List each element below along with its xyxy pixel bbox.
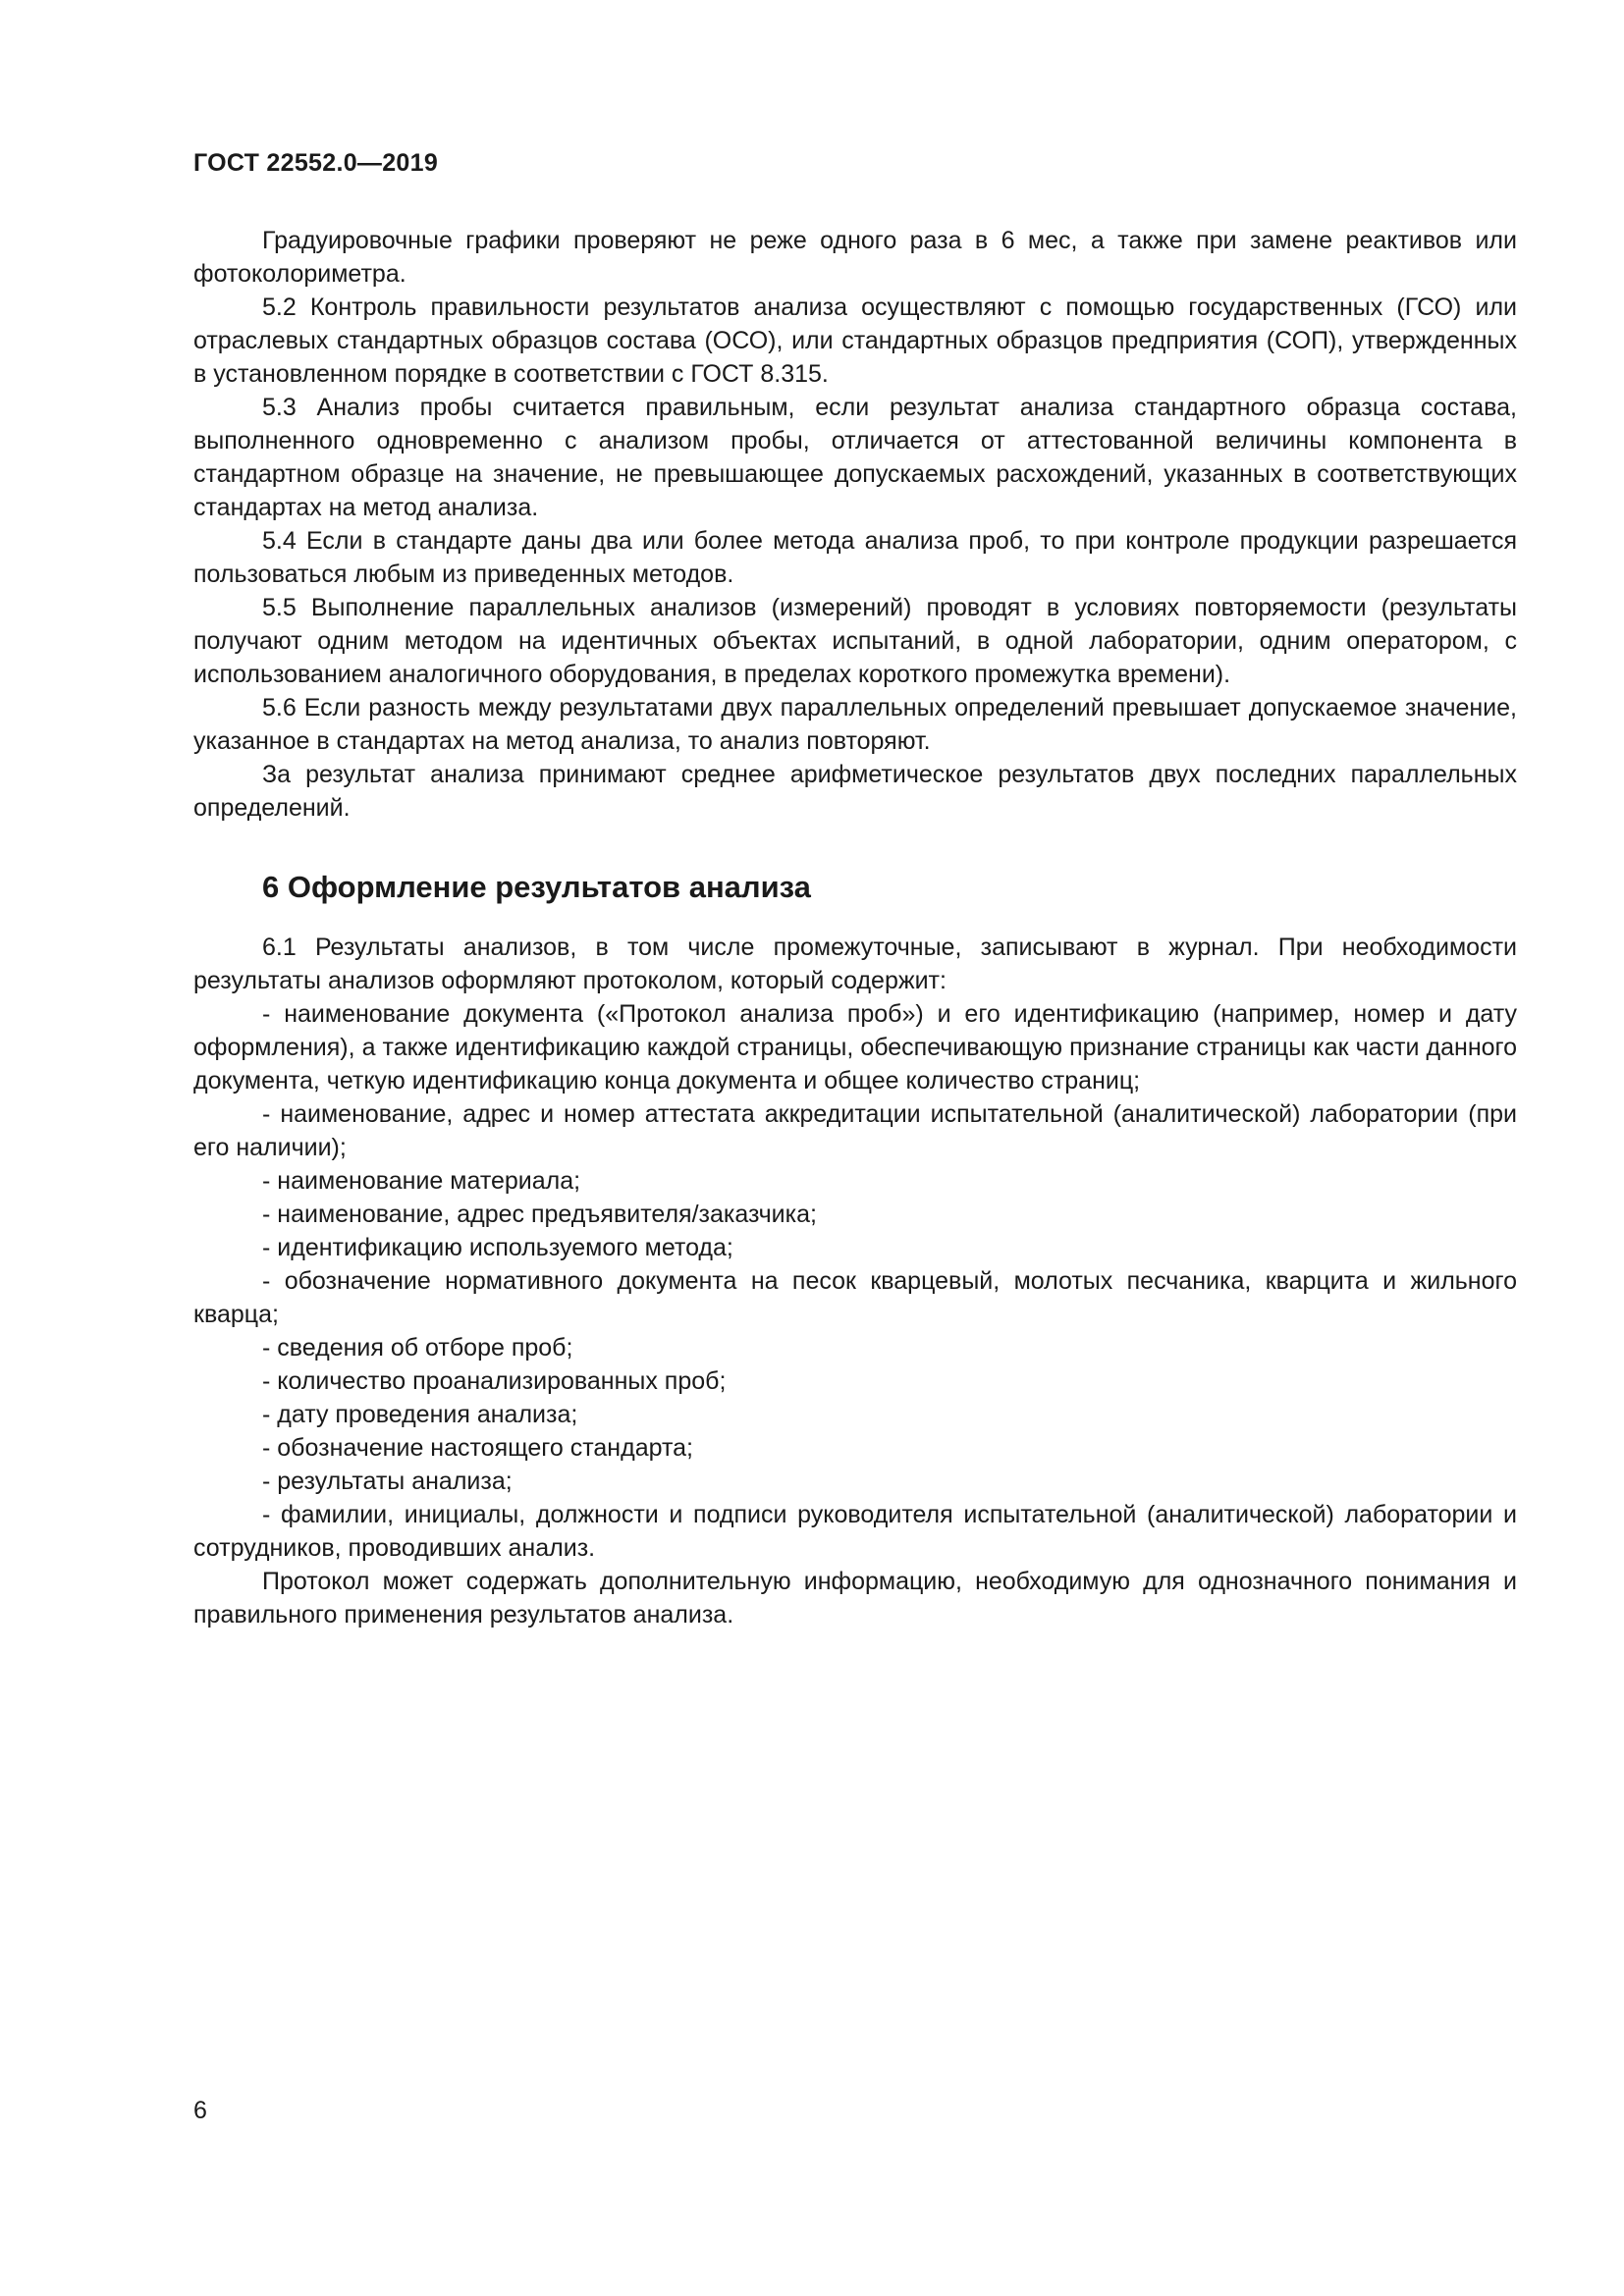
list-item: - наименование, адрес и номер аттестата аккредитации испытательной (аналитической) лаборатории (при его наличии);: [193, 1100, 1517, 1161]
section-6-heading: 6 Оформление результатов анализа: [262, 870, 811, 904]
list-item: - наименование, адрес предъявителя/заказчика;: [262, 1201, 817, 1228]
protocol-contents-list: [193, 997, 1517, 1565]
page-content: [193, 224, 1517, 1631]
list-item: - фамилии, инициалы, должности и подписи руководителя испытательной (аналитической) лаборатории и сотрудников, проводивших анализ.: [193, 1501, 1517, 1562]
list-item: - идентификацию используемого метода;: [262, 1234, 733, 1261]
list-item: - обозначение нормативного документа на песок кварцевый, молотых песчаника, кварцита и жильного кварца;: [193, 1267, 1517, 1328]
list-item: - дату проведения анализа;: [262, 1401, 578, 1428]
paragraph-5-6: 5.6 Если разность между результатами двух параллельных определений превышает допускаемое значение, указанное в стандартах на метод анализа, то анализ повторяют.: [193, 694, 1517, 755]
list-item: - результаты анализа;: [262, 1468, 513, 1495]
list-item: - количество проанализированных проб;: [262, 1367, 727, 1395]
list-item: - наименование документа («Протокол анализа проб») и его идентификацию (например, номер и дату оформления), а также идентификацию каждой страницы, обеспечивающую признание страницы как части данного документа, четкую идентификацию конца документа и общее количество страниц;: [193, 1000, 1517, 1095]
paragraph-5-4: 5.4 Если в стандарте даны два или более метода анализа проб, то при контроле продукции разрешается пользоваться любым из приведенных методов.: [193, 527, 1517, 588]
paragraph-average-result: За результат анализа принимают среднее арифметическое результатов двух последних параллельных определений.: [193, 761, 1517, 822]
list-item: - наименование материала;: [262, 1167, 581, 1195]
list-item: - обозначение настоящего стандарта;: [262, 1434, 693, 1462]
paragraph-5-2: 5.2 Контроль правильности результатов анализа осуществляют с помощью государственных (ГСО) или отраслевых стандартных образцов состава (ОСО), или стандартных образцов предприятия (СОП), утвержденных в установленном порядке в соответствии с ГОСТ 8.315.: [193, 294, 1517, 388]
page-number: 6: [193, 2097, 207, 2124]
paragraph-calibration-graphs: Градуировочные графики проверяют не реже одного раза в 6 мес, а также при замене реактивов или фотоколориметра.: [193, 227, 1517, 288]
document-code-header: ГОСТ 22552.0—2019: [193, 149, 439, 177]
paragraph-6-1: 6.1 Результаты анализов, в том числе промежуточные, записывают в журнал. При необходимости результаты анализов оформляют протоколом, который содержит:: [193, 934, 1517, 994]
paragraph-protocol-additional-info: Протокол может содержать дополнительную информацию, необходимую для однозначного понимания и правильного применения результатов анализа.: [193, 1568, 1517, 1629]
list-item: - сведения об отборе проб;: [262, 1334, 573, 1362]
paragraph-5-3: 5.3 Анализ пробы считается правильным, если результат анализа стандартного образца состава, выполненного одновременно с анализом пробы, отличается от аттестованной величины компонента в стандартном образце на значение, не превышающее допускаемых расхождений, указанных в соответствующих стандартах на метод анализа.: [193, 394, 1517, 521]
paragraph-5-5: 5.5 Выполнение параллельных анализов (измерений) проводят в условиях повторяемости (результаты получают одним методом на идентичных объектах испытаний, в одной лаборатории, одним оператором, с использованием аналогичного оборудования, в пределах короткого промежутка времени).: [193, 594, 1517, 688]
